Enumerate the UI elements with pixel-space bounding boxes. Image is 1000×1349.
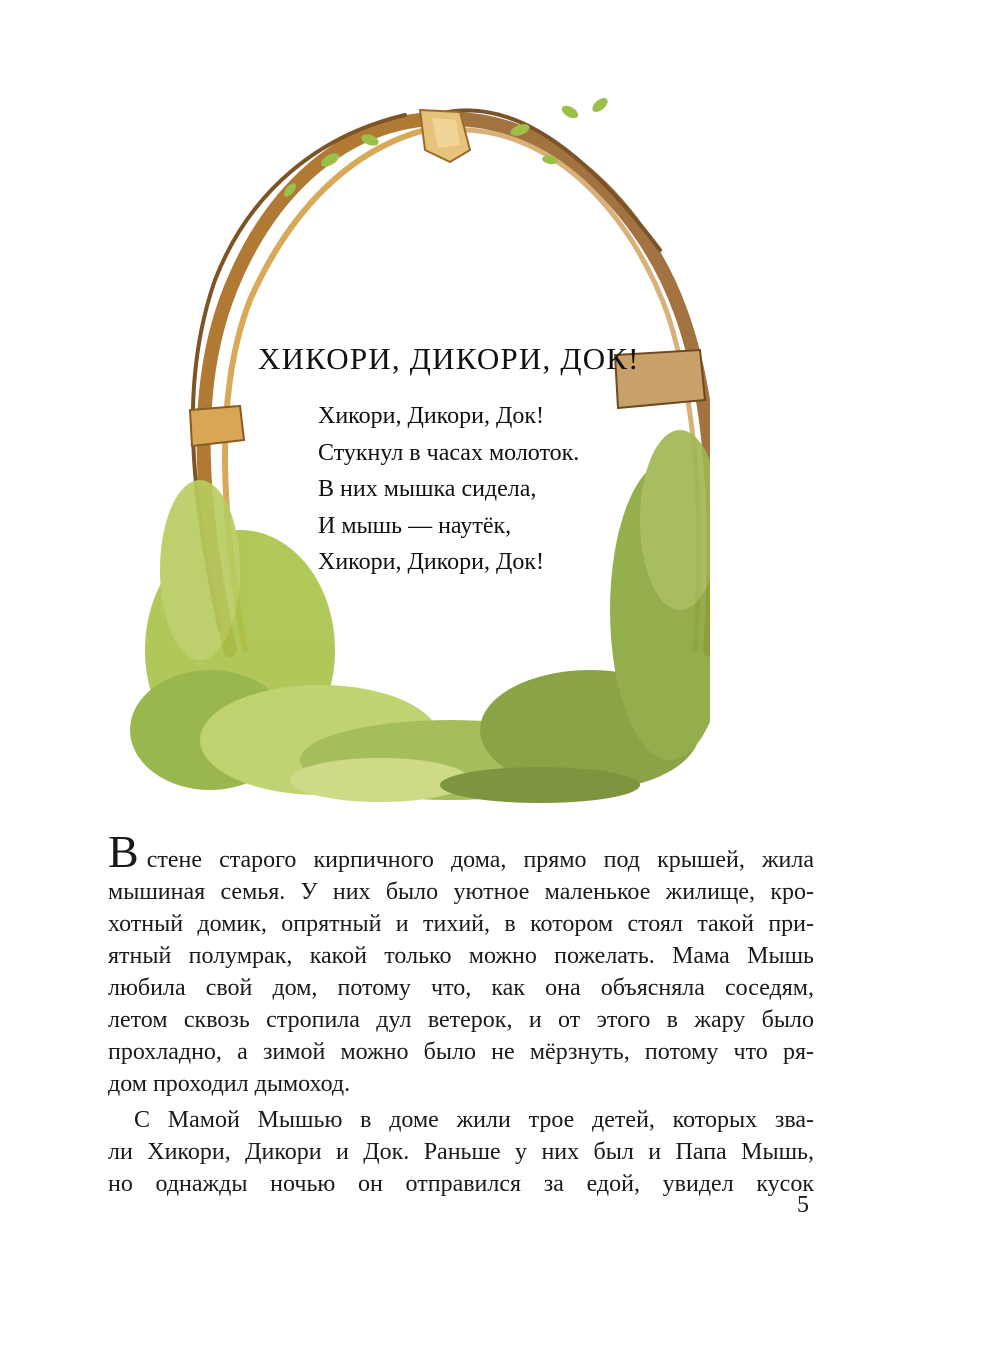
page-number: 5 <box>797 1192 809 1218</box>
paragraph-line: Встене старого кирпичного дома, прямо под крышей, жила <box>108 826 814 877</box>
poem-line: В них мышка сидела, <box>318 476 537 502</box>
paragraph-line: дом проходил дымоход. <box>108 1071 351 1097</box>
paragraph-line: ятный полумрак, какой только можно пожелать. Мама Мышь <box>108 943 814 969</box>
paragraph-line: хотный домик, опрятный и тихий, в котором стоял такой при- <box>108 911 814 937</box>
poem-line: Стукнул в часах молоток. <box>318 439 580 466</box>
paragraph <box>108 1104 814 1200</box>
paragraph-line: мышиная семья. У них было уютное маленькое жилище, кро- <box>108 879 814 905</box>
paragraph-line: ли Хикори, Дикори и Док. Раньше у них был и Папа Мышь, <box>108 1139 814 1165</box>
paragraph-line: но однажды ночью он отправился за едой, увидел кусок <box>108 1171 814 1197</box>
top-knot <box>420 110 470 162</box>
left-knot <box>190 406 244 446</box>
paragraph-line: прохладно, а зимой можно было не мёрзнуть, потому что ря- <box>108 1039 814 1065</box>
drop-cap: В <box>108 826 139 877</box>
poem-line: Хикори, Дикори, Док! <box>318 403 544 429</box>
poem <box>318 398 658 581</box>
paragraph-line: С Мамой Мышью в доме жили трое детей, которых зва- <box>134 1107 814 1133</box>
poem-line: Хикори, Дикори, Док! <box>318 549 544 575</box>
paragraph-line: летом сквозь стропила дул ветерок, и от этого в жару было <box>108 1007 814 1033</box>
paragraph-line: любила свой дом, потому что, как она объясняла соседям, <box>108 975 814 1001</box>
poem-line: И мышь — наутёк, <box>318 512 512 539</box>
story-text <box>108 826 814 1200</box>
paragraph <box>108 826 814 1100</box>
poem-title: ХИКОРИ, ДИКОРИ, ДОК! <box>258 341 640 376</box>
